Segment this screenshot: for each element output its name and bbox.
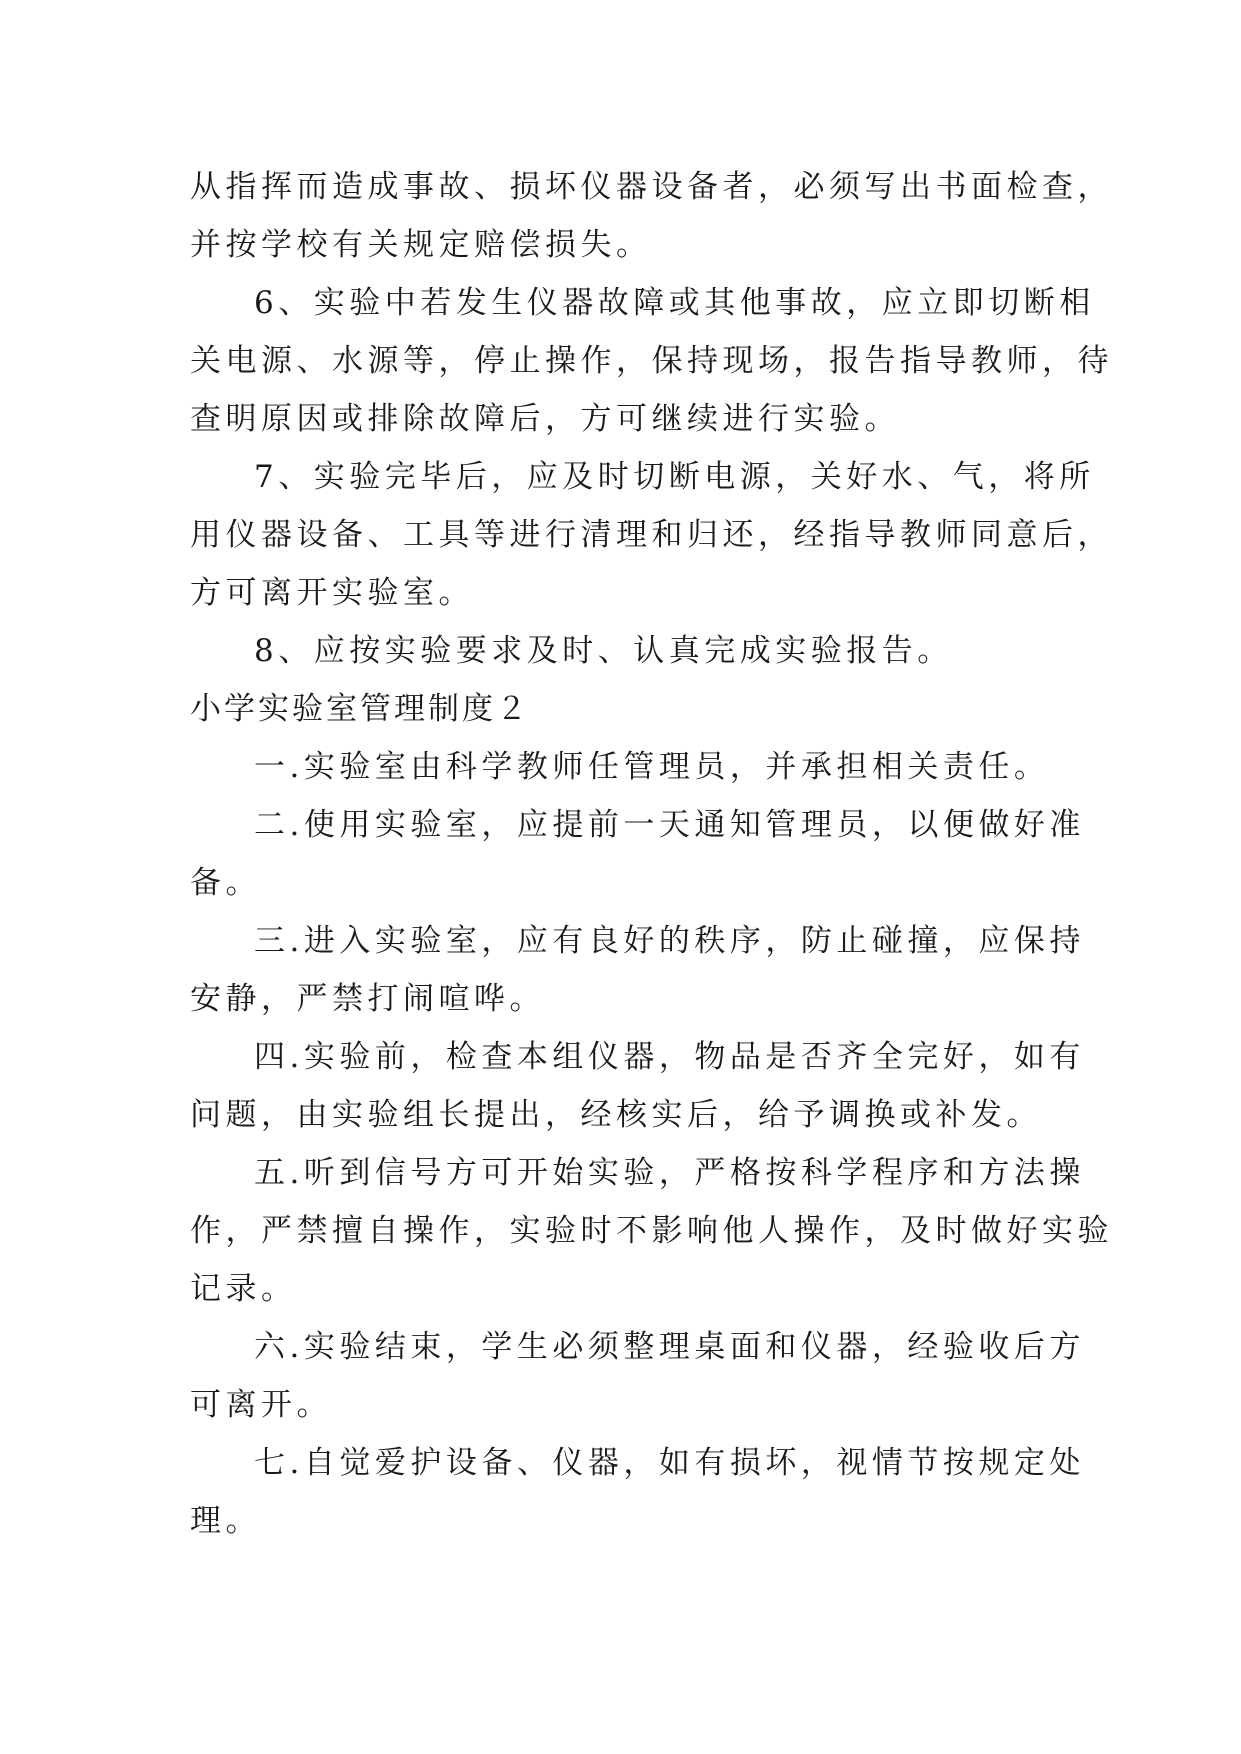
text-line: 记录。 bbox=[190, 1271, 297, 1307]
text-line: 作，严禁擅自操作，实验时不影响他人操作，及时做好实验 bbox=[190, 1213, 1113, 1249]
text-line: 从指挥而造成事故、损坏仪器设备者，必须写出书面检查， bbox=[190, 169, 1113, 205]
paragraph-start-line: 三.进入实验室，应有良好的秩序，防止碰撞，应保持 bbox=[254, 923, 1085, 959]
text-line: 备。 bbox=[190, 865, 261, 901]
text-line: 安静，严禁打闹喧哗。 bbox=[190, 981, 545, 1017]
text-line: 关电源、水源等，停止操作，保持现场，报告指导教师，待 bbox=[190, 343, 1113, 379]
paragraph-start-line: 五.听到信号方可开始实验，严格按科学程序和方法操 bbox=[254, 1155, 1085, 1191]
text-line: 用仪器设备、工具等进行清理和归还，经指导教师同意后， bbox=[190, 517, 1113, 553]
document-body bbox=[190, 158, 1113, 1550]
text-line: 可离开。 bbox=[190, 1387, 332, 1423]
paragraph-start-line: 一.实验室由科学教师任管理员，并承担相关责任。 bbox=[254, 749, 1050, 785]
paragraph-start-line: 二.使用实验室，应提前一天通知管理员，以便做好准 bbox=[254, 807, 1085, 843]
paragraph-start-line: 七.自觉爱护设备、仪器，如有损坏，视情节按规定处 bbox=[254, 1445, 1085, 1481]
text-line: 查明原因或排除故障后，方可继续进行实验。 bbox=[190, 401, 900, 437]
text-line: 理。 bbox=[190, 1503, 261, 1539]
paragraph-start-line: 7、实验完毕后，应及时切断电源，关好水、气，将所 bbox=[254, 459, 1095, 495]
paragraph-start-line: 六.实验结束，学生必须整理桌面和仪器，经验收后方 bbox=[254, 1329, 1085, 1365]
text-line: 方可离开实验室。 bbox=[190, 575, 474, 611]
paragraph-start-line: 6、实验中若发生仪器故障或其他事故，应立即切断相 bbox=[254, 285, 1095, 321]
section-heading: 小学实验室管理制度２ bbox=[190, 691, 530, 727]
paragraph-start-line: 8、应按实验要求及时、认真完成实验报告。 bbox=[254, 633, 953, 669]
paragraph-start-line: 四.实验前，检查本组仪器，物品是否齐全完好，如有 bbox=[254, 1039, 1085, 1075]
text-line: 问题，由实验组长提出，经核实后，给予调换或补发。 bbox=[190, 1097, 1042, 1133]
text-line: 并按学校有关规定赔偿损失。 bbox=[190, 227, 652, 263]
